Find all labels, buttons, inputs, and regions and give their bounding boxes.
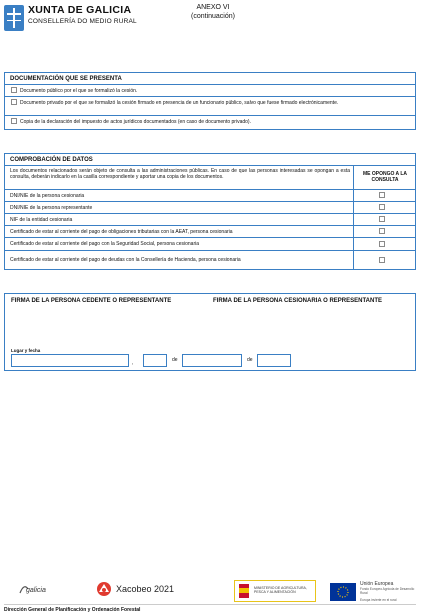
- place-date-label: Lugar y fecha: [11, 348, 41, 353]
- doc-item-label: Documento público por el que se formalizó la cesión.: [20, 88, 138, 94]
- spain-coat-of-arms-icon: [237, 582, 251, 600]
- verification-row-4: [5, 225, 415, 237]
- verification-row-2: [5, 201, 415, 213]
- verification-item-label: NIF de la entidad cesionaria: [10, 217, 73, 223]
- year-field[interactable]: [257, 354, 291, 367]
- eu-label: Unión Europea: [360, 581, 394, 587]
- assignor-signature-label: FIRMA DE LA PERSONA CEDENTE O REPRESENTANTE: [11, 298, 172, 304]
- verification-row-6: [5, 250, 415, 269]
- oppose-checkbox-6[interactable]: [379, 257, 385, 263]
- eu-motto: Europa invierte en el rural: [360, 598, 397, 602]
- doc-checkbox-1[interactable]: [11, 87, 17, 93]
- eu-flag-icon: [330, 583, 356, 601]
- galicia-logo: [18, 580, 53, 600]
- oppose-column-header: ME OPONGO A LA CONSULTA: [362, 171, 408, 183]
- verification-item-label: Certificado de estar al corriente del pago con la Seguridad Social, persona cesionaria: [10, 241, 200, 247]
- doc-row-3: [5, 115, 415, 129]
- doc-item-label: Documento privado por el que se formalizó la cesión firmado en presencia de un funcionario público, salvo que fuese firmado electrónicamente.: [20, 100, 339, 106]
- xunta-logo-icon: [4, 5, 24, 31]
- de-label-2: de: [247, 357, 253, 363]
- verification-intro-row: [5, 165, 415, 189]
- verification-row-3: [5, 213, 415, 225]
- ministry-logo: [234, 580, 316, 602]
- verification-section: [4, 153, 416, 270]
- verification-item-label: Certificado de estar al corriente del pago de deudas con la Consellería de Hacienda, persona cesionaria: [10, 257, 241, 263]
- oppose-checkbox-4[interactable]: [379, 228, 385, 234]
- de-label-1: de: [172, 357, 178, 363]
- oppose-checkbox-1[interactable]: [379, 192, 385, 198]
- doc-checkbox-2[interactable]: [11, 99, 17, 105]
- eu-fund-text: Fondo Europeo Agrícola de Desarrollo Rural: [360, 587, 415, 595]
- doc-row-1: [5, 84, 415, 96]
- verification-row-5: [5, 237, 415, 250]
- doc-checkbox-3[interactable]: [11, 118, 17, 124]
- day-field[interactable]: [143, 354, 167, 367]
- ministry-logo-text: MINISTERIO DE AGRICULTURA, PESCA Y ALIMENTACIÓN: [254, 586, 307, 594]
- footer-divider: [4, 604, 416, 605]
- month-field[interactable]: [182, 354, 242, 367]
- brand-name: XUNTA DE GALICIA: [28, 4, 132, 16]
- verification-item-label: DNI/NIE de la persona cesionaria: [10, 193, 85, 199]
- doc-item-label: Copia de la declaración del impuesto de actos jurídicos documentados (en caso de documento privado).: [20, 119, 251, 125]
- oppose-checkbox-3[interactable]: [379, 216, 385, 222]
- galicia-logo-text: galicia: [26, 587, 46, 594]
- oppose-checkbox-5[interactable]: [379, 241, 385, 247]
- department-name: CONSELLERÍA DO MEDIO RURAL: [28, 18, 137, 25]
- verification-item-label: DNI/NIE de la persona representante: [10, 205, 93, 211]
- eu-logo: [330, 580, 425, 604]
- documentation-title: DOCUMENTACIÓN QUE SE PRESENTA: [10, 76, 122, 82]
- verification-intro: Los documentos relacionados serán objeto de consulta a las administraciones públicas. En caso de que las personas interesadas se opongan a esta consulta, deberán indicarlo en la casilla correspondiente y aportar una copia de los documentos.: [10, 168, 350, 180]
- doc-row-2: [5, 96, 415, 115]
- annex-title: ANEXO VI: [196, 4, 230, 11]
- verification-row-1: [5, 189, 415, 201]
- verification-item-label: Certificado de estar al corriente del pago de obligaciones tributarias con la AEAT, persona cesionaria: [10, 229, 233, 235]
- annex-heading: [178, 3, 248, 21]
- annex-subtitle: (continuación): [191, 13, 235, 20]
- directorate-name: Dirección General de Planificación y Ordenación Forestal: [4, 607, 141, 613]
- verification-title: COMPROBACIÓN DE DATOS: [10, 157, 93, 163]
- xacobeo-emblem-icon: [96, 581, 112, 597]
- place-field[interactable]: [11, 354, 129, 367]
- oppose-checkbox-2[interactable]: [379, 204, 385, 210]
- documentation-section: [4, 72, 416, 130]
- signature-section: [4, 293, 416, 371]
- comma-separator: ,: [132, 360, 134, 366]
- assignee-signature-label: FIRMA DE LA PERSONA CESIONARIA O REPRESENTANTE: [213, 298, 383, 304]
- xacobeo-logo: [96, 579, 188, 601]
- xacobeo-logo-text: Xacobeo 2021: [116, 584, 175, 594]
